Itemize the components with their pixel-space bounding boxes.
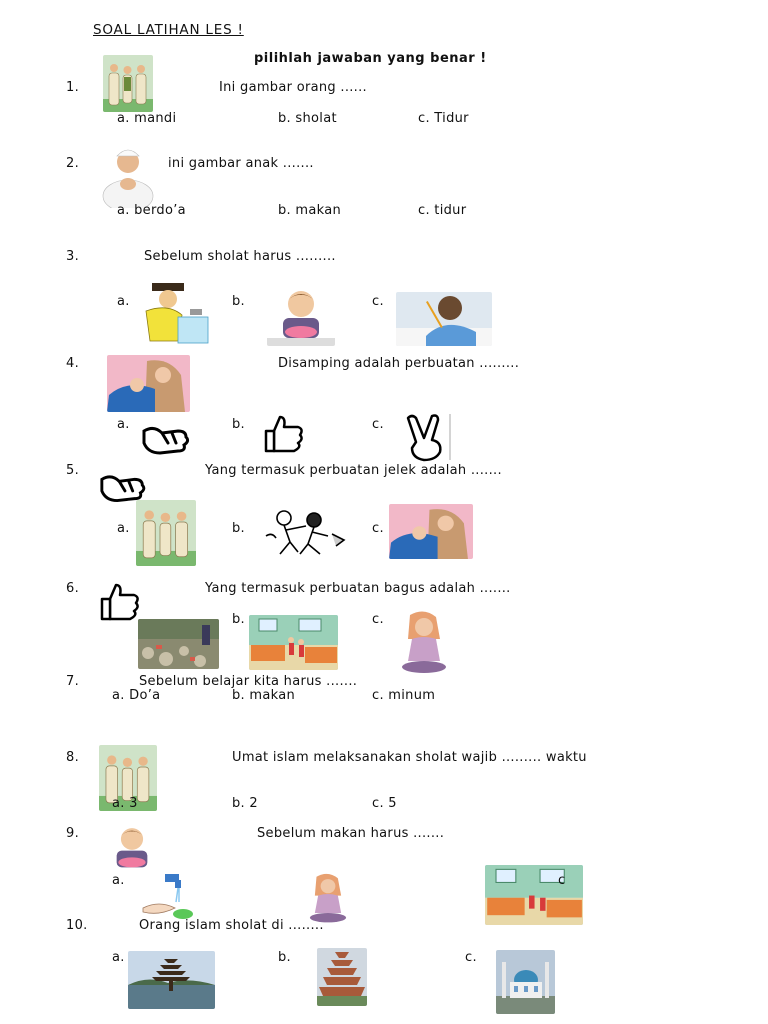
q1-text: Ini gambar orang ...... <box>219 80 367 95</box>
q6-crying-girl-image <box>396 609 452 675</box>
q5-option-b: b. <box>232 521 245 536</box>
q7-number: 7. <box>66 674 80 689</box>
q10-text: Orang islam sholat di ........ <box>139 918 324 933</box>
q2-option-b: b. makan <box>278 203 342 218</box>
q3-option-a: a. <box>117 294 130 309</box>
q1-praying-men-image <box>103 55 153 112</box>
q6-garbage-image <box>138 619 219 669</box>
q4-thumbs-up-icon <box>262 413 306 455</box>
q7-text: Sebelum belajar kita harus ....... <box>139 674 358 689</box>
q6-number: 6. <box>66 581 80 596</box>
q9-cleaning-classroom-image <box>485 865 583 925</box>
q3-writing-child-image <box>396 292 492 346</box>
q10-mosque-image <box>496 950 555 1014</box>
q8-number: 8. <box>66 750 80 765</box>
q5-option-a: a. <box>117 521 130 536</box>
q3-number: 3. <box>66 249 80 264</box>
q9-text: Sebelum makan harus ....... <box>257 826 445 841</box>
q4-option-a: a. <box>117 417 130 432</box>
q2-praying-child-image <box>101 144 155 208</box>
q8-option-a: a. 3 <box>112 796 138 811</box>
q1-option-c: c. Tidur <box>418 111 469 126</box>
worksheet-title: SOAL LATIHAN LES ! <box>93 22 244 38</box>
q4-hugging-mother-image <box>107 355 190 412</box>
q7-option-b: b. makan <box>232 688 296 703</box>
q8-option-c: c. 5 <box>372 796 397 811</box>
q9-option-c: c <box>558 873 566 888</box>
q3-text: Sebelum sholat harus ......... <box>144 249 336 264</box>
q10-option-a: a. <box>112 950 125 965</box>
q1-option-b: b. sholat <box>278 111 337 126</box>
q9-crying-girl-image <box>305 872 351 924</box>
q6-option-c: c. <box>372 612 384 627</box>
q2-option-a: a. berdo’a <box>117 203 186 218</box>
q5-hugging-mother-image <box>389 504 473 559</box>
q2-number: 2. <box>66 156 80 171</box>
q4-number: 4. <box>66 356 80 371</box>
q10-pagoda-image <box>317 948 367 1006</box>
q8-option-b: b. 2 <box>232 796 258 811</box>
q9-option-a: a. <box>112 873 125 888</box>
q6-option-b: b. <box>232 612 245 627</box>
q5-text: Yang termasuk perbuatan jelek adalah ....... <box>205 463 502 478</box>
q7-option-c: c. minum <box>372 688 436 703</box>
q5-fighting-kids-image <box>262 506 348 556</box>
q8-text: Umat islam melaksanakan sholat wajib ......... waktu <box>232 750 587 765</box>
q3-option-b: b. <box>232 294 245 309</box>
q4-peace-sign-icon <box>402 412 452 462</box>
q6-cleaning-classroom-image <box>249 615 338 670</box>
q10-option-b: b. <box>278 950 291 965</box>
q4-text: Disamping adalah perbuatan ......... <box>278 356 520 371</box>
q9-washing-hands-image <box>139 872 197 922</box>
q4-rude-hand-gesture-icon <box>140 421 194 461</box>
q5-number: 5. <box>66 463 80 478</box>
q10-option-c: c. <box>465 950 477 965</box>
instruction: pilihlah jawaban yang benar ! <box>254 51 487 66</box>
q1-number: 1. <box>66 80 80 95</box>
q5-praying-men-image <box>136 500 196 566</box>
q6-thumbs-up-icon <box>98 580 142 624</box>
q2-text: ini gambar anak ....... <box>168 156 314 171</box>
q7-option-a: a. Do’a <box>112 688 161 703</box>
q10-temple-image <box>128 951 215 1009</box>
q5-option-c: c. <box>372 521 384 536</box>
q4-option-b: b. <box>232 417 245 432</box>
q3-option-c: c. <box>372 294 384 309</box>
q9-number: 9. <box>66 826 80 841</box>
q9-eating-child-image <box>103 824 161 874</box>
q1-option-a: a. mandi <box>117 111 177 126</box>
q4-option-c: c. <box>372 417 384 432</box>
q10-number: 10. <box>66 918 88 933</box>
q6-text: Yang termasuk perbuatan bagus adalah ....... <box>205 581 511 596</box>
q3-eating-child-image <box>267 286 335 346</box>
q2-option-c: c. tidur <box>418 203 467 218</box>
q3-ablution-image <box>138 281 210 345</box>
